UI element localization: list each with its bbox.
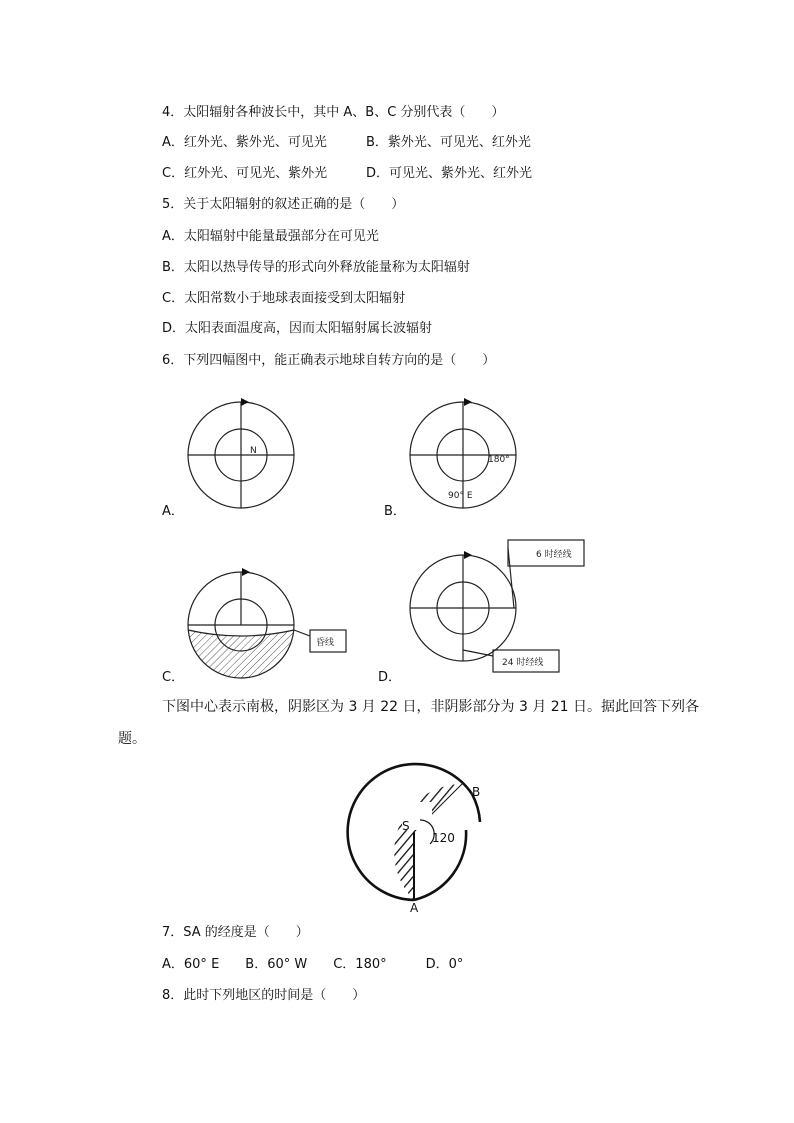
q7-stem: 7．SA 的经度是（ ）	[162, 925, 309, 940]
q4-option-c: C．红外光、可见光、紫外光	[162, 166, 328, 181]
q4-option-b: B．紫外光、可见光、红外光	[366, 135, 531, 150]
intro-line-1: 下图中心表示南极，阴影区为 3 月 22 日，非阴影部分为 3 月 21 日。据此回答下列各	[162, 699, 700, 715]
south-pole-s-label: S	[402, 819, 410, 833]
q5-stem: 5．关于太阳辐射的叙述正确的是（ ）	[162, 197, 405, 212]
figure-d-rotation	[408, 550, 588, 680]
figure-b-90e-label: 90° E	[448, 491, 473, 501]
figure-c-rotation	[186, 570, 356, 682]
q5-option-b: B．太阳以热导传导的形式向外释放能量称为太阳辐射	[162, 260, 470, 275]
q4-option-d: D．可见光、紫外光、红外光	[366, 166, 533, 181]
figure-c-label: C．	[162, 670, 185, 685]
q4-option-a: A．红外光、紫外光、可见光	[162, 135, 327, 150]
intro-line-2: 题。	[118, 731, 146, 747]
south-pole-a-label: A	[410, 901, 419, 915]
figure-a-n-label: N	[250, 446, 257, 456]
figure-b-rotation	[408, 400, 520, 512]
figure-d-callout-top: 6 时经线	[536, 550, 572, 560]
figure-b-label: B．	[384, 504, 406, 519]
q8-stem: 8．此时下列地区的时间是（ ）	[162, 988, 366, 1003]
figure-a-label: A．	[162, 504, 184, 519]
q6-stem: 6．下列四幅图中，能正确表示地球自转方向的是（ ）	[162, 353, 496, 368]
figure-b-180-label: 180°	[488, 455, 510, 465]
south-pole-angle-label: 120	[432, 831, 455, 845]
figure-a-rotation	[186, 400, 298, 512]
south-pole-b-label: B	[472, 785, 481, 799]
q5-option-c: C．太阳常数小于地球表面接受到太阳辐射	[162, 291, 406, 306]
south-pole-figure	[344, 762, 494, 915]
figure-d-label: D．	[378, 670, 402, 685]
q7-options: A．60° E B．60° W C．180° D．0°	[162, 957, 464, 972]
q4-stem: 4．太阳辐射各种波长中，其中 A、B、C 分别代表（ ）	[162, 105, 505, 120]
q5-option-a: A．太阳辐射中能量最强部分在可见光	[162, 229, 379, 244]
figure-d-callout-bottom: 24 时经线	[502, 658, 544, 668]
figure-c-callout: 昏线	[316, 638, 335, 648]
q5-option-d: D．太阳表面温度高，因而太阳辐射属长波辐射	[162, 321, 433, 336]
